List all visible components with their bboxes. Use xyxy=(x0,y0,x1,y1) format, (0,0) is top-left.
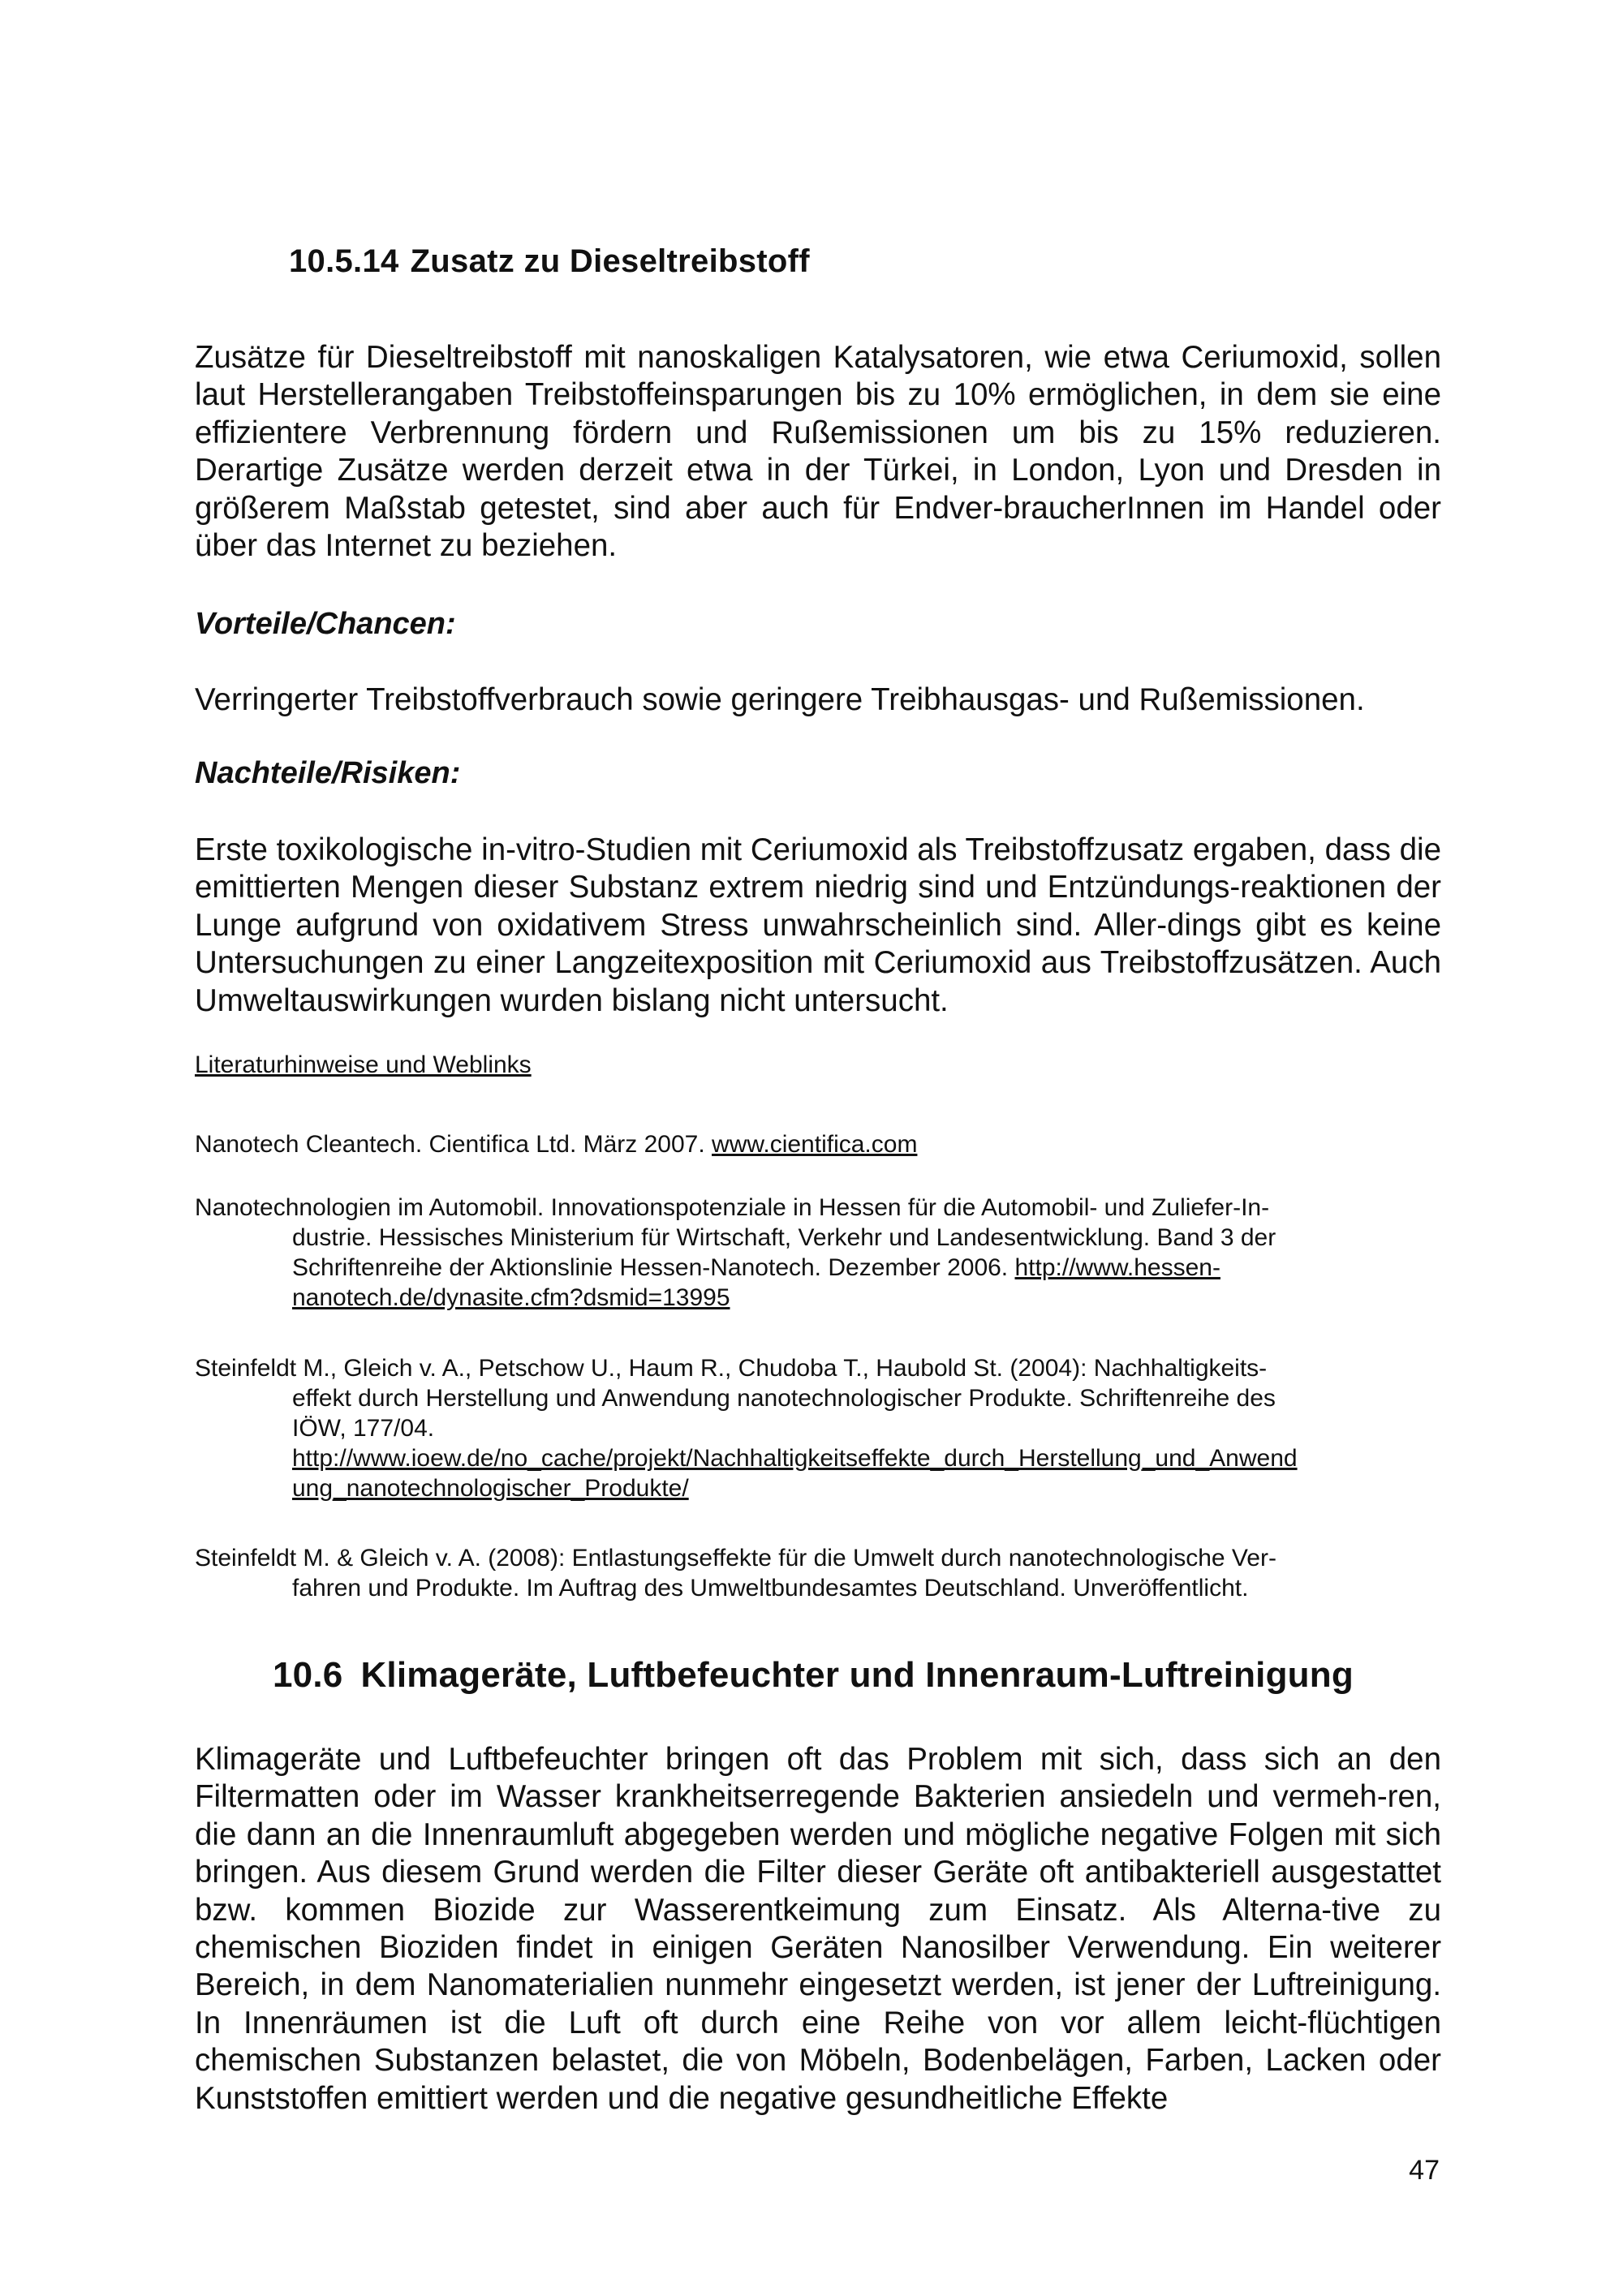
literature-heading: Literaturhinweise und Weblinks xyxy=(195,1051,532,1078)
text-line: Lacken oder Kunststoffen emittiert werden und die negative gesundheitliche Effekte xyxy=(195,2043,1441,2116)
reference-text: Steinfeldt M. & Gleich v. A. (2008): Entlastungseffekte für die Umwelt durch nanotechnologische Ver- xyxy=(195,1545,1276,1572)
text-line: dem sie eine effizientere Verbrennung fördern und Rußemissionen um bis zu 15% xyxy=(195,377,1441,450)
reference-text: Schriftenreihe der Aktionslinie Hessen-Nanotech. Dezember 2006. http://www.hessen- xyxy=(292,1254,1220,1281)
chapter-number: 10.6 xyxy=(273,1655,343,1695)
reference-text: Steinfeldt M., Gleich v. A., Petschow U., Haum R., Chudoba T., Haubold St. (2004): Nachhaltigkeits- xyxy=(195,1355,1268,1382)
reference-link[interactable]: www.cientifica.com xyxy=(712,1131,918,1158)
text-line: Filtermatten oder im Wasser krankheitserregende Bakterien ansiedeln und vermeh- xyxy=(195,1779,1388,1815)
risks-paragraph xyxy=(195,832,1441,1020)
intro-paragraph xyxy=(195,339,1441,565)
text-line: tive zu chemischen Bioziden findet in einigen Geräten Nanosilber Verwendung. Ein xyxy=(195,1892,1441,1966)
reference-item xyxy=(195,1543,1428,1603)
text-line: reduzieren. Derartige Zusätze werden derzeit etwa in der Türkei, in London, Lyon xyxy=(195,415,1441,488)
chapter-paragraph xyxy=(195,1741,1441,2118)
text-line: ren, die dann an die Innenraumluft abgegeben werden und mögliche negative Folgen xyxy=(195,1779,1441,1852)
advantages-heading: Vorteile/Chancen: xyxy=(195,607,456,641)
text-line: mit sich bringen. Aus diesem Grund werden die Filter dieser Geräte oft antibakteriell xyxy=(195,1817,1441,1890)
text-line: dass die emittierten Mengen dieser Substanz extrem niedrig sind und Entzündungs- xyxy=(195,832,1441,905)
reference-link[interactable]: ung_nanotechnologischer_Produkte/ xyxy=(292,1475,689,1502)
text-line: ausgestattet bzw. kommen Biozide zur Wasserentkeimung zum Einsatz. Als Alterna- xyxy=(195,1855,1441,1928)
page-number: 47 xyxy=(1409,2155,1440,2186)
advantages-paragraph: Verringerter Treibstoffverbrauch sowie geringere Treibhausgas- und Rußemissionen. xyxy=(195,682,1365,717)
text-line: flüchtigen chemischen Substanzen belastet, die von Möbeln, Bodenbelägen, Farben, xyxy=(195,2005,1441,2079)
reference-text: dustrie. Hessisches Ministerium für Wirtschaft, Verkehr und Landesentwicklung. Band 3 der xyxy=(292,1224,1276,1251)
text-line: Erste toxikologische in-vitro-Studien mit Ceriumoxid als Treibstoffzusatz ergaben, xyxy=(195,832,1316,867)
section-title: Zusatz zu Dieseltreibstoff xyxy=(410,243,810,279)
reference-text: effekt durch Herstellung und Anwendung nanotechnologischer Produkte. Schriftenreihe des xyxy=(292,1385,1276,1412)
reference-text: Nanotechnologien im Automobil. Innovationspotenziale in Hessen für die Automobil- und Zuliefer-In- xyxy=(195,1194,1270,1221)
text-line: Zusätze für Dieseltreibstoff mit nanoskaligen Katalysatoren, wie etwa Ceriumoxid, xyxy=(195,340,1348,375)
text-line: braucherInnen im Handel oder über das Internet zu beziehen. xyxy=(195,490,1441,564)
reference-text: Nanotech Cleantech. Cientifica Ltd. März 2007. www.cientifica.com xyxy=(195,1131,918,1158)
reference-link[interactable]: http://www.hessen- xyxy=(1014,1254,1220,1281)
reference-item xyxy=(195,1193,1428,1313)
section-number: 10.5.14 xyxy=(289,243,399,279)
reference-link[interactable]: http://www.ioew.de/no_cache/projekt/Nachhaltigkeitseffekte_durch_Herstellung_und_Anwend xyxy=(292,1445,1298,1472)
reference-link[interactable]: nanotech.de/dynasite.cfm?dsmid=13995 xyxy=(292,1284,730,1311)
reference-item xyxy=(195,1129,1428,1159)
reference-text: IÖW, 177/04. xyxy=(292,1415,435,1442)
reference-text: fahren und Produkte. Im Auftrag des Umweltbundesamtes Deutschland. Unveröffentlicht. xyxy=(292,1575,1249,1602)
risks-heading: Nachteile/Risiken: xyxy=(195,756,461,790)
chapter-title: Klimageräte, Luftbefeuchter und Innenraum-Luftreinigung xyxy=(360,1655,1354,1695)
text-line: sollen laut Herstellerangaben Treibstoffeinsparungen bis zu 10% ermöglichen, in xyxy=(195,340,1441,413)
text-line: Treibstoffzusätzen. Auch Umweltauswirkungen wurden bislang nicht untersucht. xyxy=(195,945,1441,1018)
section-heading xyxy=(289,243,810,280)
reference-item xyxy=(195,1353,1428,1503)
text-line: Klimageräte und Luftbefeuchter bringen oft das Problem mit sich, dass sich an den xyxy=(195,1742,1441,1777)
text-line: Luftreinigung. In Innenräumen ist die Luft oft durch eine Reihe von vor allem leicht- xyxy=(195,1967,1442,2040)
chapter-heading xyxy=(273,1655,1354,1696)
text-line: weiterer Bereich, in dem Nanomaterialien nunmehr eingesetzt werden, ist jener der xyxy=(195,1930,1442,2003)
text-line: reaktionen der Lunge aufgrund von oxidativem Stress unwahrscheinlich sind. Aller- xyxy=(195,870,1441,943)
text-line: und Dresden in größerem Maßstab getestet, sind aber auch für Endver- xyxy=(195,453,1441,526)
text-line: dings gibt es keine Untersuchungen zu einer Langzeitexposition mit Ceriumoxid aus xyxy=(195,907,1441,981)
